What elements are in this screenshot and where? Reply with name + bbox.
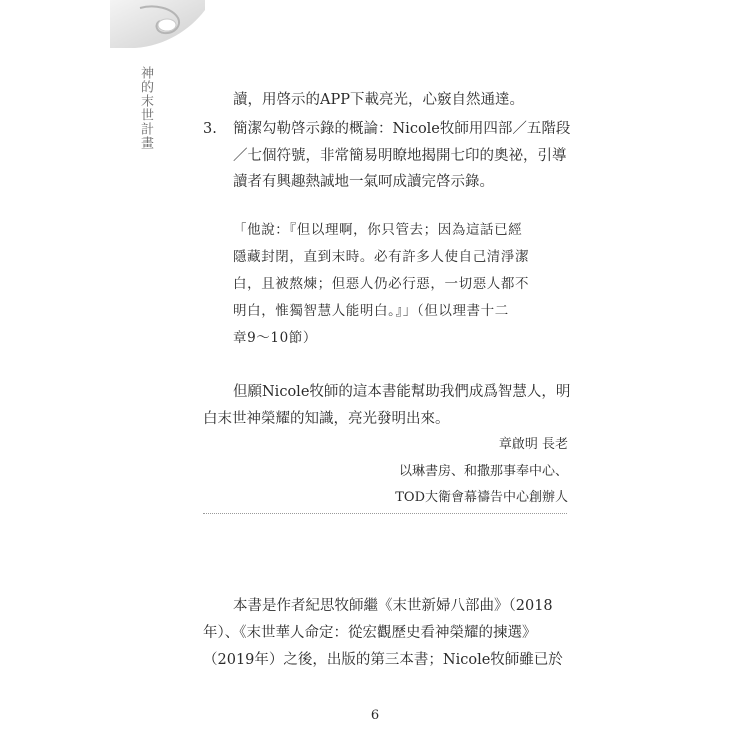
paragraph-line: 讀，用啓示的APP下載亮光，心竅自然通達。 [233,92,524,108]
signature-affiliation: 以琳書房、和撒那事奉中心、 [398,464,568,479]
paragraph-line: （2019年）之後，出版的第三本書；Nicole牧師雖已於 [203,652,563,668]
signature-name: 章啟明 長老 [498,437,568,452]
scroll-ornament-icon [110,0,205,48]
list-item-line: 簡潔勾勒啓示錄的概論：Nicole牧師用四部／五階段 [233,121,571,137]
paragraph-line: 白末世神榮耀的知識，亮光發明出來。 [203,411,450,427]
quote-line: 「他說：『但以理啊，你只管去；因為這話已經 [233,222,523,238]
paragraph-line: 年）、《末世華人命定：從宏觀歷史看神榮耀的揀選》 [203,625,537,641]
list-item-line: ／七個符號，非常簡易明瞭地揭開七印的奧祕，引導 [233,148,567,164]
paragraph-line: 但願Nicole牧師的這本書能幫助我們成爲智慧人，明 [233,384,571,400]
quote-line: 明白，惟獨智慧人能明白。』」（但以理書十二 [233,303,509,319]
paragraph-line: 本書是作者紀思牧師繼《末世新婦八部曲》（2018 [233,598,553,614]
quote-line: 章9～10節） [233,330,317,346]
signature-affiliation: TOD大衛會幕禱告中心創辦人 [395,490,568,505]
list-item-line: 讀者有興趣熱誠地一氣呵成讀完啓示錄。 [233,174,494,190]
quote-line: 白，且被熬煉；但惡人仍必行惡，一切惡人都不 [233,276,530,292]
dotted-divider [203,513,567,514]
running-head: 神的末世計畫 [138,66,153,150]
quote-line: 隱藏封閉，直到末時。必有許多人使自己清淨潔 [233,249,530,265]
page-number: 6 [370,708,380,723]
list-item-number: 3. [203,121,217,137]
